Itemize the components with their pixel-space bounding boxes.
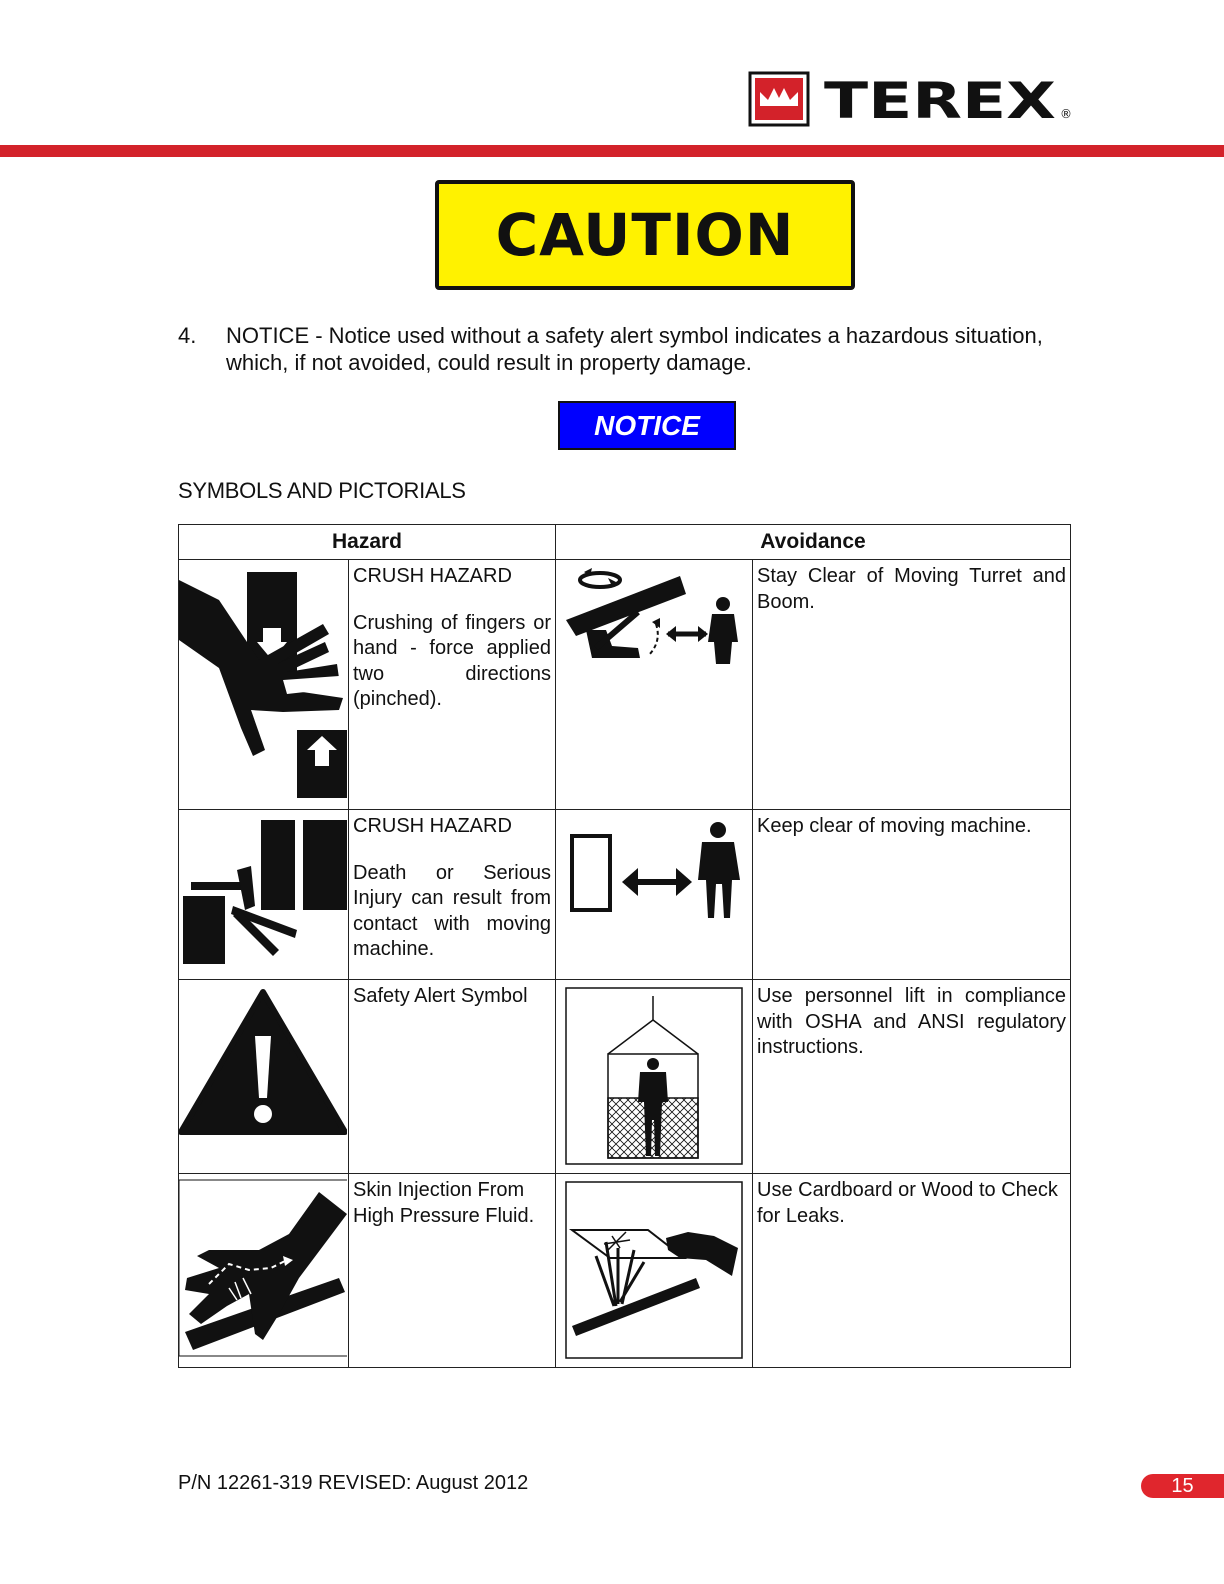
header-brand-bar [0,145,1224,157]
registered-mark-icon: ® [1060,107,1072,121]
terex-logo [748,70,1078,130]
avoidance-instruction-cell [753,980,1071,1174]
hazard-description: Death or Serious Injury can result from contact with moving machine. [353,861,551,960]
skin-injection-icon [179,1174,347,1360]
hazard-pictogram-cell [179,560,349,810]
hazard-description-cell [349,810,556,980]
avoidance-instruction-cell [753,560,1071,810]
avoidance-pictogram-cell [556,810,753,980]
hazard-title: Skin Injection From High Pressure Fluid. [353,1179,535,1227]
hazard-pictogram-cell [179,810,349,980]
avoidance-pictogram-cell [556,980,753,1174]
avoidance-instruction-cell [753,1174,1071,1368]
page-number-badge: 15 [1141,1474,1224,1498]
hazard-title: CRUSH HAZARD [353,815,512,837]
symbols-table [178,524,1071,1368]
avoidance-instruction-cell [753,810,1071,980]
avoidance-header: Avoidance [556,525,1071,560]
hazard-title: CRUSH HAZARD [353,565,512,587]
personnel-lift-icon [556,980,751,1166]
keep-clear-machine-icon [556,810,751,930]
hazard-description: Crushing of fingers or hand - force applied two directions (pinched). [353,611,551,710]
crush-hand-icon [179,560,347,800]
avoidance-text: Stay Clear of Moving Turret and Boom. [757,565,1067,613]
table-row [179,560,1071,810]
table-header-row [179,525,1071,560]
safety-alert-icon [179,980,347,1140]
turret-boom-clearance-icon [556,560,751,670]
table-row [179,980,1071,1174]
terex-crown-icon [750,73,808,125]
crush-body-icon [179,810,347,978]
avoidance-text: Use Cardboard or Wood to Check for Leaks. [757,1179,1058,1227]
terex-wordmark: TEREX [824,72,1056,130]
hazard-pictogram-cell [179,1174,349,1368]
notice-item-text: NOTICE - Notice used without a safety alert symbol indicates a hazardous situation, which, if not avoided, could result in property damage. [226,323,1043,375]
avoidance-text: Use personnel lift in compliance with OSHA and ANSI regulatory instructions. [757,985,1067,1058]
cardboard-leak-check-icon [556,1174,751,1360]
avoidance-pictogram-cell [556,560,753,810]
hazard-description-cell [349,560,556,810]
notice-item [178,322,1058,376]
caution-sign: CAUTION [435,180,855,290]
table-row [179,810,1071,980]
hazard-description-cell [349,1174,556,1368]
footer-part-number: P/N 12261-319 REVISED: August 2012 [178,1472,529,1494]
notice-item-number: 4. [178,323,197,348]
notice-sign: NOTICE [558,401,736,450]
avoidance-pictogram-cell [556,1174,753,1368]
hazard-title: Safety Alert Symbol [353,985,528,1007]
avoidance-text: Keep clear of moving machine. [757,815,1032,837]
section-title: SYMBOLS AND PICTORIALS [178,478,466,503]
table-row [179,1174,1071,1368]
hazard-header: Hazard [179,525,556,560]
hazard-pictogram-cell [179,980,349,1174]
hazard-description-cell [349,980,556,1174]
